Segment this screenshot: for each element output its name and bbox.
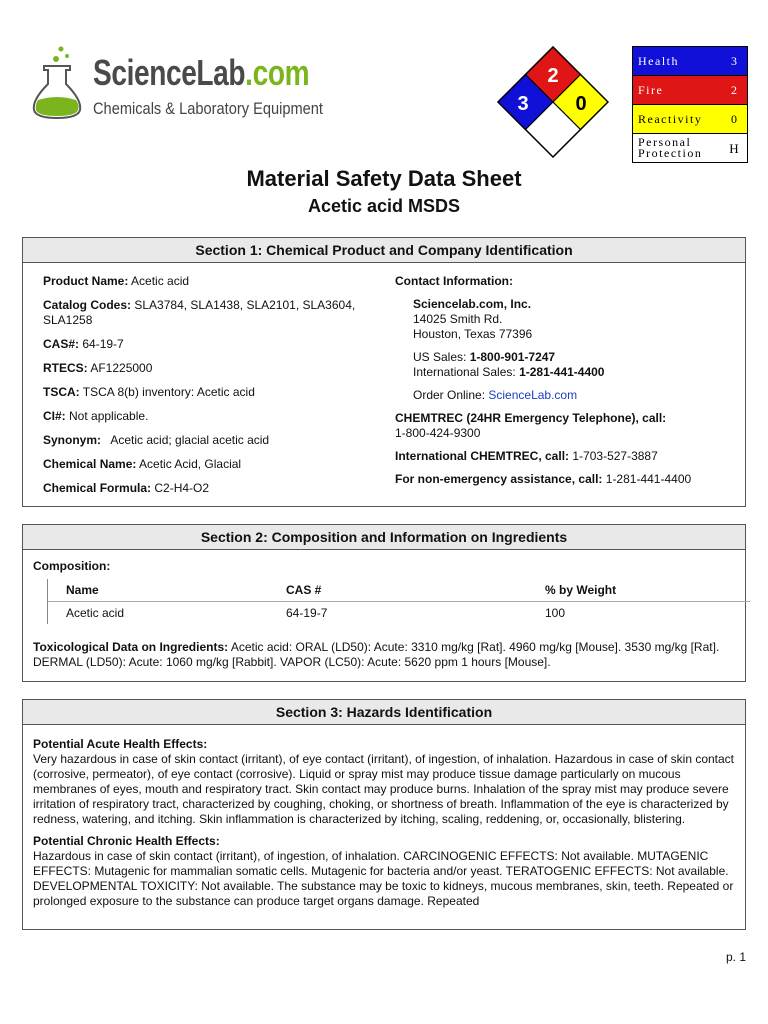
acute-effects-paragraph — [33, 737, 737, 827]
column-header-weight: % by Weight — [545, 583, 617, 597]
chemtrec-phone: 1-800-424-9300 — [395, 426, 481, 440]
rtecs-value: AF1225000 — [90, 361, 153, 375]
hmis-fire-label: Fire — [638, 82, 664, 97]
hmis-reactivity-row — [633, 105, 747, 134]
hmis-health-row — [633, 47, 747, 76]
order-online-label: Order Online: — [413, 388, 486, 402]
composition-label: Composition: — [33, 559, 111, 573]
non-emergency-phone: 1-281-441-4400 — [605, 472, 692, 486]
ci-value: Not applicable. — [69, 409, 149, 423]
tsca-value: TSCA 8(b) inventory: Acetic acid — [82, 385, 255, 399]
hmis-rating-table — [632, 46, 748, 163]
order-online-line — [413, 388, 735, 403]
synonym-value: Acetic acid; glacial acetic acid — [110, 433, 270, 447]
cas-value: 64-19-7 — [82, 337, 124, 351]
acute-effects-text: Very hazardous in case of skin contact (irritant), of eye contact (irritant), of ingestion, of inhalation. Hazardous in case of skin contact (corrosive, permeator), of eye contact (corrosive). Liquid or spray mist may produce tissue damage particularly on mucous membranes of eyes, mouth and respiratory tract. Skin contact may produce burns. Inhalation of the spray mist may produce severe irritation of respiratory tract, characterized by coughing, choking, or shortness of breath. Inflammation of the eye is characterized by redness, watering, and itching. Skin inflammation is characterized by itching, scaling, reddening, or, occasionally, blistering. — [33, 752, 735, 826]
nfpa-fire-value: 2 — [547, 65, 559, 87]
intl-chemtrec-label: International CHEMTREC, call: — [395, 449, 570, 463]
contact-details — [395, 274, 735, 495]
ci-label: CI#: — [43, 409, 66, 423]
product-details — [43, 274, 383, 505]
company-address-line2: Houston, Texas 77396 — [413, 327, 533, 341]
section-2-composition — [22, 524, 746, 682]
hmis-health-label: Health — [638, 53, 679, 68]
hmis-ppe-value: H — [729, 140, 739, 156]
company-address-line1: 14025 Smith Rd. — [413, 312, 503, 326]
section-1-heading: Section 1: Chemical Product and Company Identification — [23, 238, 745, 263]
hmis-fire-value: 2 — [731, 82, 737, 97]
product-name-value: Acetic acid — [131, 274, 190, 288]
ingredients-table-header — [48, 579, 750, 602]
intl-chemtrec-line — [395, 449, 735, 464]
ingredient-name-cell: Acetic acid — [66, 606, 125, 620]
logo-tagline: Chemicals & Laboratory Equipment — [93, 99, 323, 118]
catalog-codes-field — [43, 298, 383, 328]
catalog-codes-label: Catalog Codes: — [43, 298, 132, 312]
hmis-ppe-row — [633, 134, 747, 162]
chemical-formula-field — [43, 481, 383, 496]
logo-wordmark-science: Science — [93, 52, 197, 93]
nfpa-diamond — [497, 46, 609, 158]
synonym-label: Synonym: — [43, 433, 102, 447]
nfpa-reactivity-value: 0 — [575, 93, 587, 115]
hmis-reactivity-label: Reactivity — [638, 111, 703, 126]
hmis-ppe-label — [633, 137, 721, 159]
chemical-formula-value: C2-H4-O2 — [154, 481, 210, 495]
intl-sales-phone: 1-281-441-4400 — [519, 365, 605, 379]
rtecs-label: RTECS: — [43, 361, 88, 375]
chemical-name-label: Chemical Name: — [43, 457, 137, 471]
column-header-cas: CAS # — [286, 583, 322, 597]
chemical-formula-label: Chemical Formula: — [43, 481, 152, 495]
intl-sales-line — [413, 365, 735, 380]
table-row — [48, 602, 750, 624]
ingredients-table — [47, 579, 750, 624]
section-1-identification — [22, 237, 746, 507]
chemical-name-value: Acetic Acid, Glacial — [139, 457, 242, 471]
hmis-fire-row — [633, 76, 747, 105]
intl-sales-label: International Sales: — [413, 365, 516, 379]
logo-wordmark — [93, 52, 309, 94]
document-subtitle: Acetic acid MSDS — [307, 196, 461, 216]
chemtrec-line — [395, 411, 735, 441]
company-block — [395, 297, 735, 403]
nfpa-health-value: 3 — [517, 93, 529, 115]
document-title: Material Safety Data Sheet — [246, 166, 522, 191]
order-online-link[interactable]: ScienceLab.com — [488, 388, 578, 402]
catalog-codes-value: SLA3784, SLA1438, SLA2101, SLA3604, SLA1258 — [43, 298, 356, 327]
us-sales-line — [413, 350, 735, 365]
section-3-heading: Section 3: Hazards Identification — [23, 700, 745, 725]
us-sales-label: US Sales: — [413, 350, 467, 364]
chronic-effects-label: Potential Chronic Health Effects: — [33, 834, 220, 848]
ci-field — [43, 409, 383, 424]
chronic-effects-paragraph — [33, 834, 737, 909]
hmis-health-value: 3 — [731, 53, 737, 68]
chemical-name-field — [43, 457, 383, 472]
section-3-hazards — [22, 699, 746, 930]
acute-effects-label: Potential Acute Health Effects: — [33, 737, 208, 751]
ingredient-weight-cell: 100 — [545, 606, 566, 620]
non-emergency-label: For non-emergency assistance, call: — [395, 472, 603, 486]
rtecs-field — [43, 361, 383, 376]
ingredient-cas-cell: 64-19-7 — [286, 606, 328, 620]
chemtrec-label: CHEMTREC (24HR Emergency Telephone), call: — [395, 411, 667, 425]
product-name-field — [43, 274, 383, 289]
hmis-reactivity-value: 0 — [731, 111, 737, 126]
column-header-name: Name — [66, 583, 99, 597]
chronic-effects-text: Hazardous in case of skin contact (irritant), of ingestion, of inhalation. CARCINOGENIC EFFECTS: Not available. MUTAGENIC EFFECTS: Mutagenic for mammalian somatic cells. Mutagenic for bacteria and/or yeast. TERATOGENIC EFFECTS: Not available. DEVELOPMENTAL TOXICITY: Not available. The substance may be toxic to kidneys, mucous membranes, skin, teeth. Repeated or prolonged exposure to the substance can produce target organs damage. Repeated — [33, 849, 734, 908]
contact-info-label: Contact Information: — [395, 274, 513, 288]
tsca-label: TSCA: — [43, 385, 80, 399]
logo-wordmark-lab: Lab — [196, 52, 246, 93]
synonym-field — [43, 433, 383, 448]
company-name: Sciencelab.com, Inc. — [413, 297, 532, 311]
tsca-field — [43, 385, 383, 400]
page-number: p. 1 — [725, 950, 746, 964]
cas-label: CAS#: — [43, 337, 80, 351]
hmis-ppe-label-line1: Personal — [638, 135, 692, 149]
toxicological-data — [33, 640, 733, 670]
section-2-heading: Section 2: Composition and Information on Ingredients — [23, 525, 745, 550]
cas-field — [43, 337, 383, 352]
intl-chemtrec-phone: 1-703-527-3887 — [572, 449, 658, 463]
flask-icon — [34, 47, 80, 119]
us-sales-phone: 1-800-901-7247 — [469, 350, 556, 364]
hmis-ppe-label-line2: Protection — [638, 146, 703, 160]
toxicological-data-text: Acetic acid: ORAL (LD50): Acute: 3310 mg/kg [Rat]. 4960 mg/kg [Mouse]. 3530 mg/kg [Rat]. DERMAL (LD50): Acute: 1060 mg/kg [Rabbit]. VAPOR (LC50): Acute: 5620 ppm 1 hours [Mouse]. — [33, 640, 720, 669]
logo-wordmark-dotcom: .com — [245, 52, 310, 93]
hazards-body — [33, 737, 737, 916]
product-name-label: Product Name: — [43, 274, 129, 288]
toxicological-data-label: Toxicological Data on Ingredients: — [33, 640, 229, 654]
non-emergency-line — [395, 472, 735, 487]
